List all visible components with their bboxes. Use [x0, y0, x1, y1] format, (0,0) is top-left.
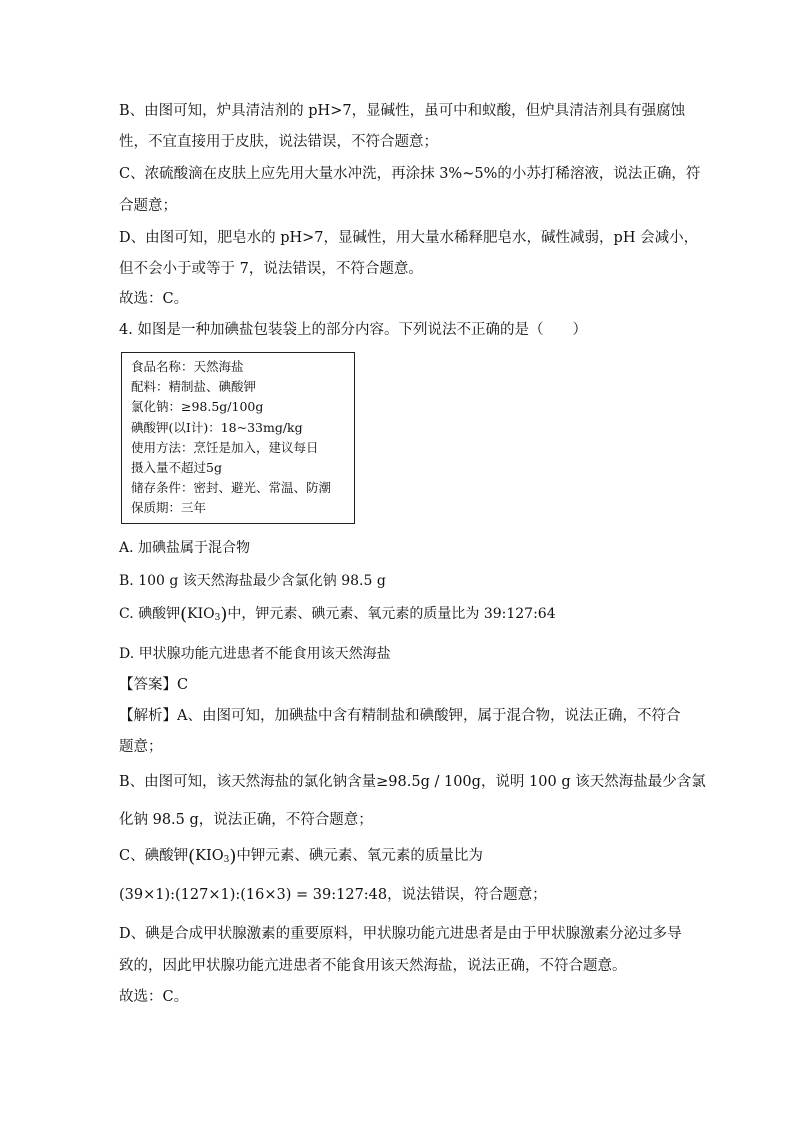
- analysis-line: C、碘酸钾$(KIO_3)$中钾元素、碘元素、氧元素的质量比为: [119, 846, 483, 867]
- answer-line: 【答案】C: [119, 677, 189, 693]
- label-line: 氯化钠：≥98.5g/100g: [131, 399, 264, 415]
- option-d: D. 甲状腺功能亢进患者不能食用该天然海盐: [119, 646, 391, 662]
- analysis-line: D、碘是合成甲状腺激素的重要原料，甲状腺功能亢进患者是由于甲状腺激素分泌过多导: [119, 926, 682, 942]
- analysis-line: 故选：C。: [119, 989, 189, 1005]
- text-line: 但不会小于或等于 7，说法错误，不符合题意。: [119, 261, 423, 277]
- analysis-line: (39×1):(127×1):(16×3) = 39:127:48，说法错误，符合题意；: [119, 887, 547, 903]
- analysis-line: 【解析】A、由图可知，加碘盐中含有精制盐和碘酸钾，属于混合物，说法正确，不符合: [119, 708, 681, 724]
- label-line: 食品名称：天然海盐: [131, 359, 244, 374]
- option-b: B. 100 g 该天然海盐最少含氯化钠 98.5 g: [119, 573, 386, 589]
- text-line: 性，不宜直接用于皮肤，说法错误，不符合题意；: [119, 134, 438, 150]
- label-line: 摄入量不超过5g: [131, 460, 222, 476]
- salt-label-box: [121, 352, 355, 524]
- option-c: C. 碘酸钾$(KIO_3)$中，钾元素、碘元素、氧元素的质量比为 39:127:64: [119, 604, 556, 625]
- analysis-line: 题意；: [119, 739, 163, 755]
- text-line: B、由图可知，炉具清洁剂的 pH>7，显碱性，虽可中和蚁酸，但炉具清洁剂具有强腐蚀: [119, 103, 686, 119]
- label-line: 碘酸钾(以I计)：18~33mg/kg: [131, 419, 303, 435]
- label-line: 保质期：三年: [131, 500, 207, 516]
- label-line: 使用方法：烹饪是加入，建议每日: [131, 439, 319, 455]
- question-stem: 4. 如图是一种加碘盐包装袋上的部分内容。下列说法不正确的是（ ）: [119, 322, 587, 338]
- label-line: 储存条件：密封、避光、常温、防潮: [131, 480, 332, 496]
- analysis-line: B、由图可知，该天然海盐的氯化钠含量≥98.5g / 100g，说明 100 g 该天然海盐最少含氯: [119, 774, 706, 790]
- text-line: C、浓硫酸滴在皮肤上应先用大量水冲洗，再涂抹 3%~5%的小苏打稀溶液，说法正确，符: [119, 166, 701, 182]
- analysis-line: 化钠 98.5 g，说法正确，不符合题意；: [119, 812, 373, 828]
- label-line: 配料：精制盐、碘酸钾: [131, 379, 257, 395]
- text-line: D、由图可知，肥皂水的 pH>7，显碱性，用大量水稀释肥皂水，碱性减弱，pH 会减小，: [119, 230, 699, 246]
- option-a: A. 加碘盐属于混合物: [119, 540, 251, 556]
- text-line: 故选：C。: [119, 291, 189, 307]
- text-line: 合题意；: [119, 198, 177, 214]
- analysis-line: 致的，因此甲状腺功能亢进患者不能食用该天然海盐，说法正确，不符合题意。: [119, 958, 627, 974]
